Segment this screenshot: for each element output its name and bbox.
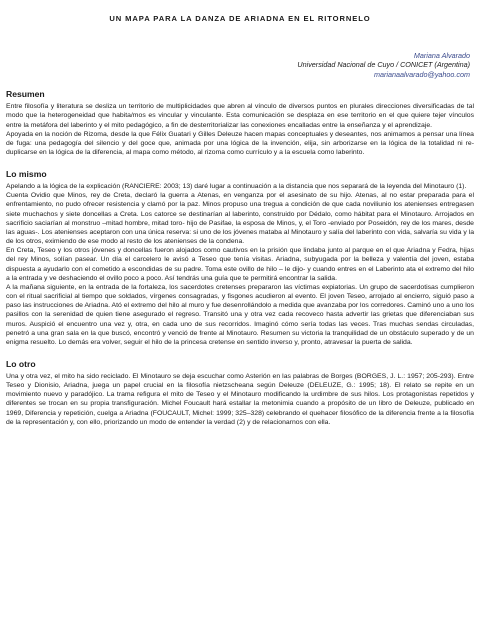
author-name: Mariana Alvarado [413, 51, 470, 60]
author-affiliation: Universidad Nacional de Cuyo / CONICET (Argentina) [297, 60, 470, 70]
lo-mismo-paragraph: Cuenta Ovidio que Minos, rey de Creta, declaró la guerra a Atenas, en venganza por el asesinato de su hijo. Atenas, al no estar preparada para el enfrentamiento, no pudo ofrecer resistencia y clamó por la paz. Minos propuso una tregua a condición de que cada noviliunio los atenienses entregasen siete muchachos y siete doncellas a Creta. Los catorce se destinarían al laberinto, construido por Dédalo, como hábitat para el Minotauro. Arrojados en sacrificio saciarían al monstruo –mitad hombre, mitad toro- hijo de Pasifae, la esposa de Minos, y, el Toro -enviado por Poseidón, rey de los mares, desde las aguas-. Los atenienses aceptaron con una única reserva: si uno de los jóvenes mataba al Minotauro y salía del laberinto con vida, salvaría su vida y la de los otros, eximiendo de ese modo al resto de los atenienses de la condena. [6, 192, 474, 246]
lo-otro-paragraph: Una y otra vez, el mito ha sido reciclado. El Minotauro se deja escuchar como Asterión en las palabras de Borges (BORGES, J. L.: 1957; 205-293). Entre Teseo y Dionisio, Ariadna, juega un papel crucial en la filosofía nietzscheana según Deleuze (DELEUZE, G.: 1995; 18). El relato se repite en un movimiento nuevo y paradójico. La trama refigura el mito de Teseo y el Minotauro modificando la urdimbre de sus hilos. Los protagonistas repetidos y diferentes se trocan en su propia transfiguración. Michel Foucault hará estallar la metonimia cuando a propósito de un libro de Deleuze, publicado en 1969, Diferencia y repetición, cuelga a Ariadna (FOUCAULT, Michel: 1999; 325–328) celebrando el quehacer filosófico de la diferencia frente a la filosofía de la representación y, con ello, priorizando un modo de entender la verdad (2) y de relacionarnos con ella. [6, 372, 474, 426]
section-heading-resumen: Resumen [6, 89, 45, 100]
author-email[interactable]: marianaalvarado@yahoo.com [374, 69, 470, 79]
lo-mismo-paragraph: Apelando a la lógica de la explicación (RANCIERE: 2003; 13) daré lugar a continuación a la distancia que nos separará de la leyenda del Minotauro (1). [6, 183, 467, 191]
document-title: UN MAPA PARA LA DANZA DE ARIADNA EN EL RITORNELO [109, 14, 371, 23]
author-block [6, 51, 470, 79]
lo-mismo-paragraph: En Creta, Teseo y los otros jóvenes y doncellas fueron alojados como cautivos en la prisión que lindaba junto al parque en el que Ariadna y Fedra, hijas del rey Minos, solían pasear. Un día el carcelero le avisó a Teseo que tenía visitas. Ariadna, subyugada por la belleza y valentía del joven, estaba dispuesta a ayudarlo con el cometido a escondidas de su padre. Toma este ovillo de hilo – le dijo- y cuando entres en el Laberinto ata el extremo del hilo a la entrada y ve deshaciendo el ovillo poco a poco. Así tendrás una guía que te permitirá encontrar la salida. [6, 247, 474, 282]
resumen-paragraph: Apoyada en la noción de Rizoma, desde la que Félix Guatari y Gilles Deleuze hacen mapas conceptuales y deseantes, nos animamos a pensar una línea de fuga: una pedagogía del silencio y del goce que, animada por una lógica de la invención, elija, sin arborizarse en la lógica de la totalidad ni re-duplicarse en la lógica de la diferencia, al mapa como método, al rizoma como currículo y a la escuela como laberinto. [6, 130, 474, 156]
lo-mismo-paragraph: A la mañana siguiente, en la entrada de la fortaleza, los sacerdotes cretenses prepararon las víctimas expiatorias. Un grupo de sacerdotisas cumplieron con el ritual sacrificial al tiempo que soldados, vírgenes consagradas, y fisgones acudieron al evento. El joven Teseo, arrojado al encierro, siguió paso a paso las instrucciones de Ariadna. Ató el extremo del hilo al muro y fue desenrollándolo a medida que avanzaba por los corredores. Caminó uno a uno los pasillos con la serenidad de quien tiene asegurado el regreso. Transitó una y otra vez cada recoveco hasta advertir las grietas que diferenciaban sus muros. Auspició el encuentro una vez y, otra, en cada uno de sus recorridos. Imaginó cómo sería todas las veces. Tras muchas sendas circuladas, penetró a una gran sala en la que buscó, encontró y venció de frente al Minotauro. Resumen su victoria la tranquilidad de un obstáculo superado y de un enigma resuelto. Lo demás era volver, seguir el hilo de la princesa cretense en sentido inverso y, pronto, atravesar la puerta de salida. [6, 283, 474, 346]
section-heading-lo-mismo: Lo mismo [6, 169, 47, 180]
section-heading-lo-otro: Lo otro [6, 358, 36, 369]
resumen-paragraph: Entre filosofía y literatura se desliza un territorio de multiplicidades que abren al vínculo de diversos puntos en plurales direcciones diversificadas de tal modo que la heterogeneidad que habita/mos es vincular y vinculante. Esta comunicación se desplaza en ese territorio en el que quiere tejer vínculos entre la metáfora del laberinto y el mito pedagógico, a fin de desterritorializar las conexiones encalladas entre la enseñanza y el aprendizaje. [6, 103, 474, 129]
